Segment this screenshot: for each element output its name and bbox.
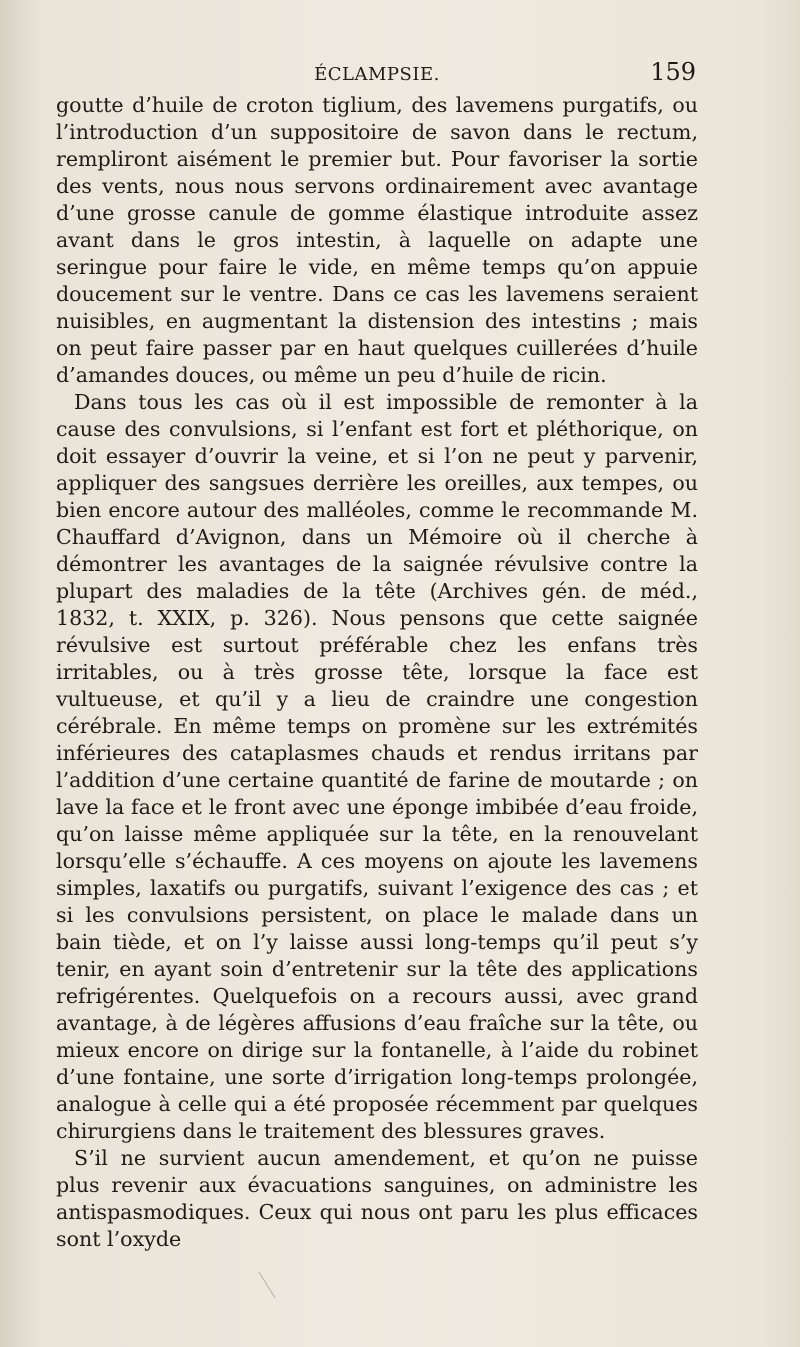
ink-mark bbox=[259, 1268, 283, 1298]
running-title: ÉCLAMPSIE. bbox=[314, 64, 440, 85]
paragraph: S’il ne survient aucun amendement, et qu’on ne puisse plus revenir aux évacuations sanguines, on administre les antispasmodiques. Ceux qui nous ont paru les plus efficaces sont l’oxyde bbox=[56, 1146, 698, 1251]
page-number: 159 bbox=[650, 58, 696, 86]
running-head bbox=[56, 58, 698, 88]
body-text bbox=[56, 92, 698, 1253]
paragraph: goutte d’huile de croton tiglium, des lavemens purgatifs, ou l’introduction d’un suppositoire de savon dans le rectum, rempliront aisément le premier but. Pour favoriser la sortie des vents, nous nous servons ordinairement avec avantage d’une grosse canule de gomme élastique introduite assez avant dans le gros intestin, à laquelle on adapte une seringue pour faire le vide, en même temps qu’on appuie doucement sur le ventre. Dans ce cas les lavemens seraient nuisibles, en augmentant la distension des intestins ; mais on peut faire passer par en haut quelques cuillerées d’huile d’amandes douces, ou même un peu d’huile de ricin. bbox=[56, 93, 698, 387]
paragraph: Dans tous les cas où il est impossible de remonter à la cause des convulsions, si l’enfant est fort et pléthorique, on doit essayer d’ouvrir la veine, et si l’on ne peut y parvenir, appliquer des sangsues derrière les oreilles, aux tempes, ou bien encore autour des malléoles, comme le recommande M. Chauffard d’Avignon, dans un Mémoire où il cherche à démontrer les avantages de la saignée révulsive contre la plupart des maladies de la tête (Archives gén. de méd., 1832, t. XXIX, p. 326). Nous pensons que cette saignée révulsive est surtout préférable chez les enfans très irritables, ou à très grosse tête, lorsque la face est vultueuse, et qu’il y a lieu de craindre une congestion cérébrale. En même temps on promène sur les extrémités inférieures des cataplasmes chauds et rendus irritans par l’addition d’une certaine quantité de farine de moutarde ; on lave la face et le front avec une éponge imbibée d’eau froide, qu’on laisse même appliquée sur la tête, en la renouvelant lorsqu’elle s’échauffe. A ces moyens on ajoute les lavemens simples, laxatifs ou purgatifs, suivant l’exigence des cas ; et si les convulsions persistent, on place le malade dans un bain tiède, et on l’y laisse aussi long-temps qu’il peut s’y tenir, en ayant soin d’entretenir sur la tête des applications refrigérentes. Quelquefois on a recours aussi, avec grand avantage, à de légères affusions d’eau fraîche sur la tête, ou mieux encore on dirige sur la fontanelle, à l’aide du robinet d’une fontaine, une sorte d’irrigation long-temps prolongée, analogue à celle qui a été proposée récemment par quelques chirurgiens dans le traitement des blessures graves. bbox=[56, 390, 698, 1143]
